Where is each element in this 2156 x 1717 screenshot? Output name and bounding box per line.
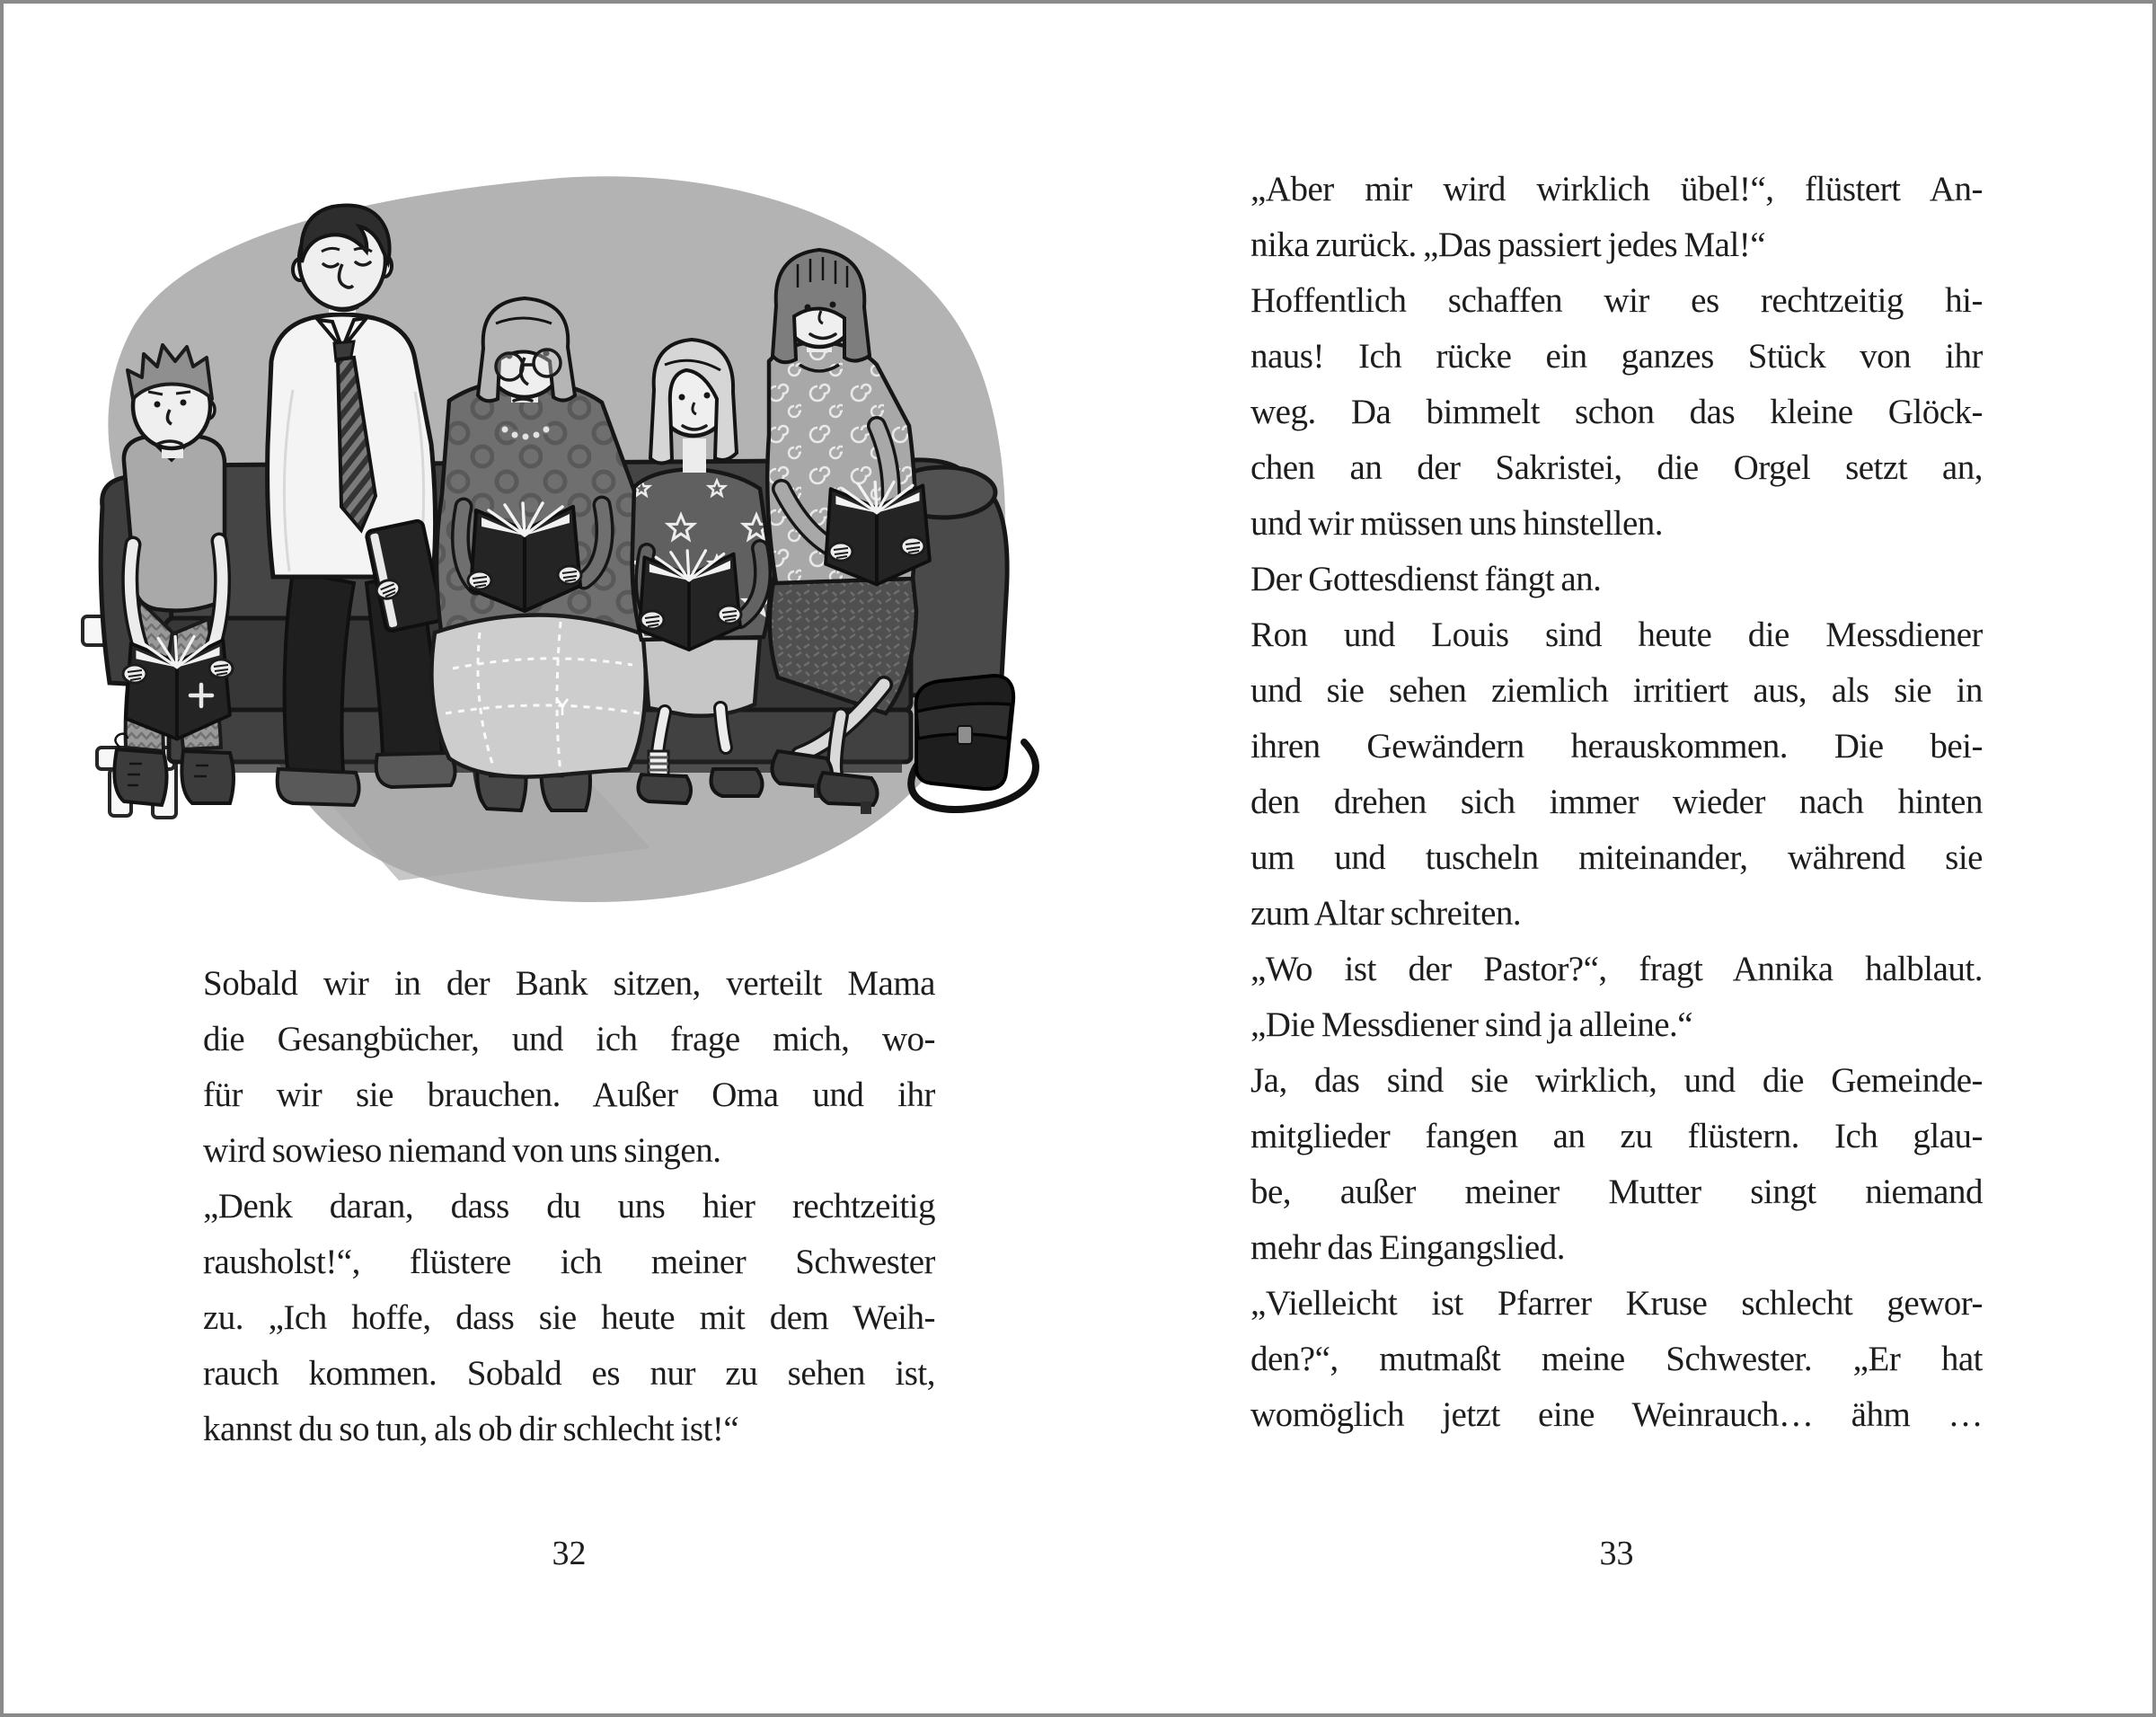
- text-line: zum Altar schreiten.: [1250, 894, 1522, 933]
- text-line: und wir müssen uns hinstellen.: [1250, 504, 1664, 543]
- text-line: kannst du so tun, als ob dir schlecht ist!“: [203, 1410, 739, 1448]
- text-line: wird sowieso niemand von uns singen.: [203, 1131, 721, 1170]
- text-line: Der Gottesdienst fängt an.: [1250, 560, 1602, 598]
- text-line: Ja, das sind sie wirklich, und die Gemeinde-: [1250, 1061, 1983, 1100]
- family-on-pew-illustration: [57, 129, 1064, 920]
- text-line: ihren Gewändern herauskommen. Die bei-: [1250, 727, 1983, 766]
- text-line: Hoffentlich schaffen wir es rechtzeitig hi-: [1250, 281, 1983, 320]
- text-line: weg. Da bimmelt schon das kleine Glöck-: [1250, 393, 1983, 431]
- text-line: rausholst!“, flüstere ich meiner Schwester: [203, 1243, 935, 1281]
- text-line: „Denk daran, dass du uns hier rechtzeitig: [203, 1187, 935, 1226]
- text-line: mehr das Eingangslied.: [1250, 1228, 1565, 1267]
- text-line: für wir sie brauchen. Außer Oma und ihr: [203, 1075, 935, 1114]
- text-line: zu. „Ich hoffe, dass sie heute mit dem Weih-: [203, 1298, 935, 1337]
- right-page-text: [1250, 162, 1983, 1443]
- text-line: den drehen sich immer wieder nach hinten: [1250, 783, 1983, 821]
- text-line: um und tuscheln miteinander, während sie: [1250, 838, 1983, 877]
- text-line: womöglich jetzt eine Weinrauch… ähm …: [1250, 1395, 1983, 1434]
- text-line: naus! Ich rücke ein ganzes Stück von ihr: [1250, 337, 1983, 376]
- plaid-blanket: [431, 615, 645, 776]
- text-line: mitglieder fangen an zu flüstern. Ich glau-: [1250, 1117, 1983, 1155]
- text-line: „Die Messdiener sind ja alleine.“: [1250, 1005, 1693, 1044]
- text-line: „Aber mir wird wirklich übel!“, flüstert An-: [1250, 170, 1983, 208]
- text-line: „Vielleicht ist Pfarrer Kruse schlecht gewor-: [1250, 1284, 1983, 1323]
- text-line: rauch kommen. Sobald es nur zu sehen ist,: [203, 1354, 935, 1393]
- text-line: den?“, mutmaßt meine Schwester. „Er hat: [1250, 1340, 1983, 1378]
- text-line: „Wo ist der Pastor?“, fragt Annika halblaut.: [1250, 950, 1983, 988]
- text-line: die Gesangbücher, und ich frage mich, wo-: [203, 1020, 935, 1058]
- text-line: und sie sehen ziemlich irritiert aus, als sie in: [1250, 671, 1983, 710]
- text-line: Sobald wir in der Bank sitzen, verteilt Mama: [203, 964, 935, 1003]
- text-line: nika zurück. „Das passiert jedes Mal!“: [1250, 226, 1766, 264]
- text-line: Ron und Louis sind heute die Messdiener: [1250, 615, 1983, 654]
- page-number-left: 32: [552, 1535, 587, 1572]
- left-page-text: [203, 956, 935, 1457]
- text-line: chen an der Sakristei, die Orgel setzt an,: [1250, 448, 1983, 487]
- text-line: be, außer meiner Mutter singt niemand: [1250, 1173, 1983, 1211]
- handbag: [911, 676, 1036, 810]
- page-number-right: 33: [1599, 1535, 1634, 1572]
